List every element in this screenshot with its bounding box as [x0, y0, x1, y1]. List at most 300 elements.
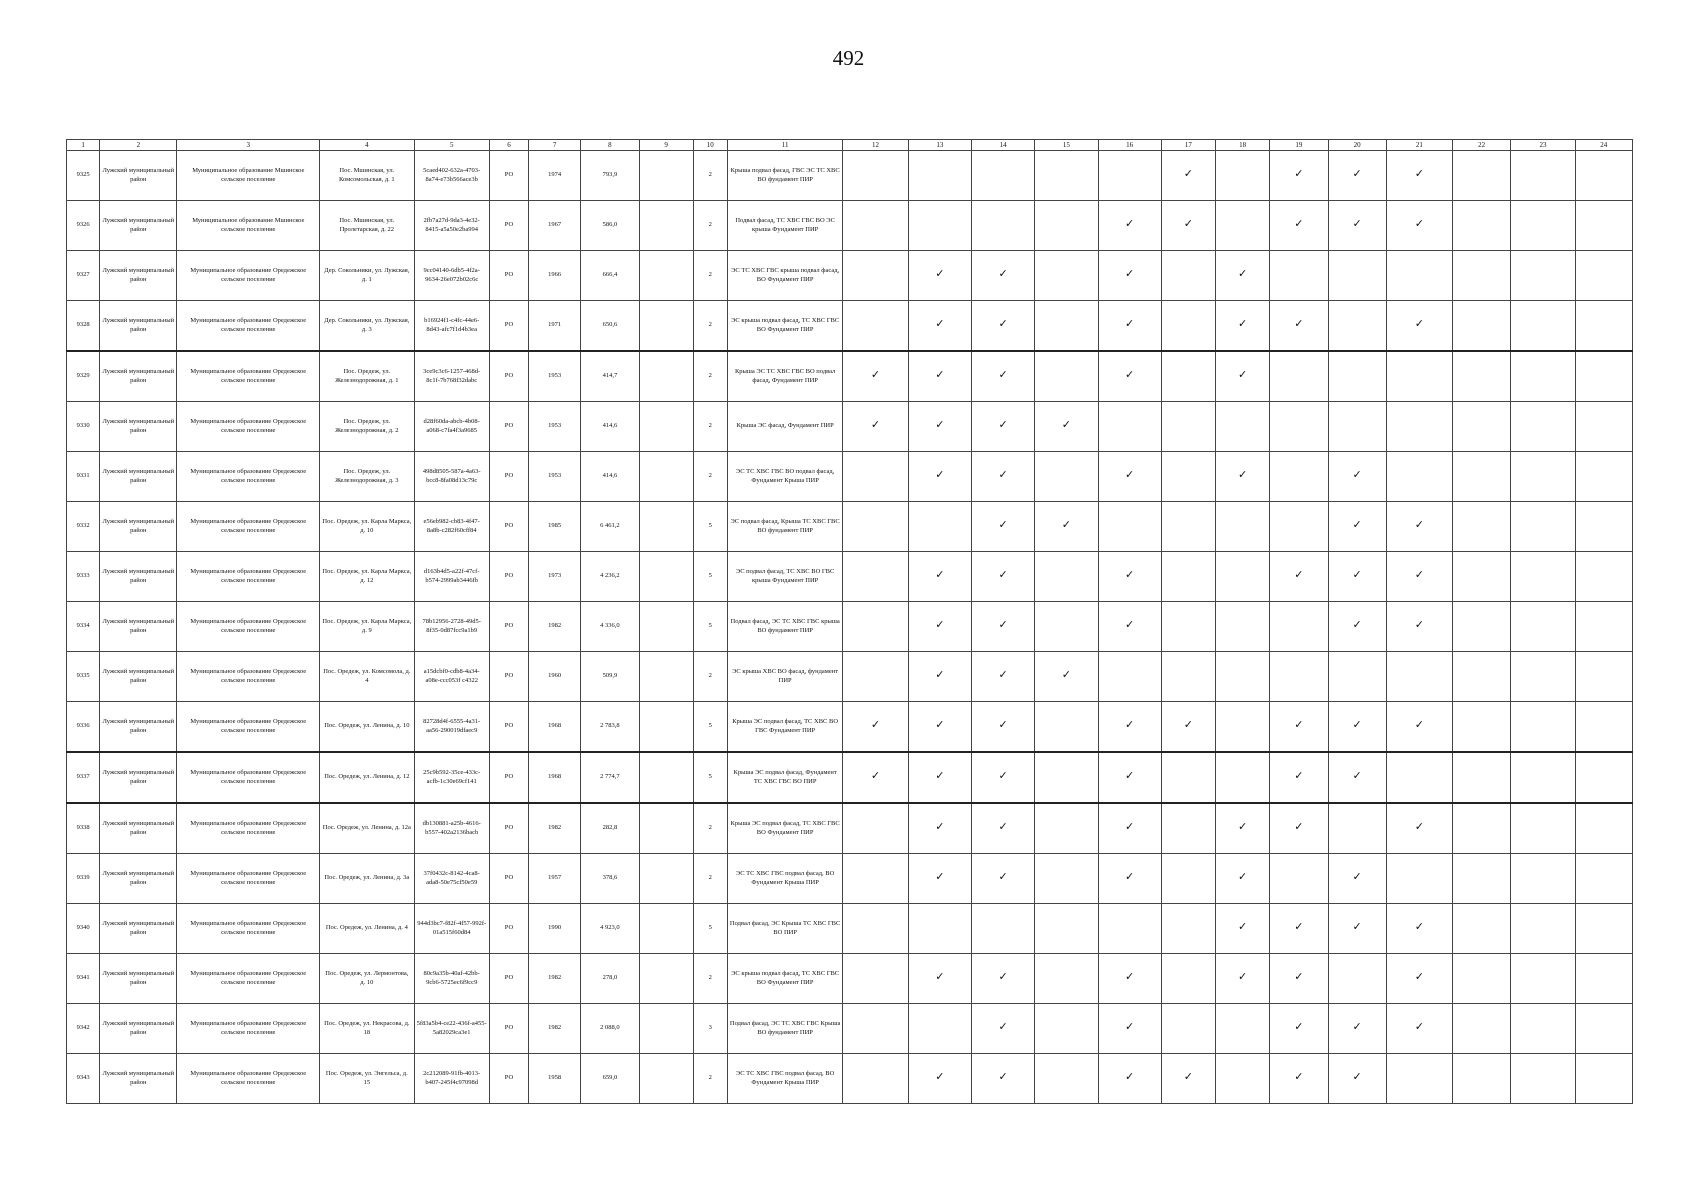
work-col-19-cell [1270, 602, 1328, 652]
floors-cell: 2 [693, 652, 727, 702]
work-col-13-cell [908, 251, 971, 301]
work-col-24-cell [1575, 904, 1632, 954]
work-col-20-cell [1328, 452, 1386, 502]
municipality-cell: Муниципальное образование Мшинское сельское поселение [177, 201, 320, 251]
work-col-21-cell [1386, 652, 1452, 702]
work-col-24-cell [1575, 402, 1632, 452]
work-col-16-cell [1098, 502, 1161, 552]
year-cell: 1985 [529, 502, 581, 552]
work-col-20-cell [1328, 602, 1386, 652]
year-cell: 1982 [529, 803, 581, 854]
checkmark-icon: ✓ [1352, 1070, 1362, 1084]
work-col-22-cell [1453, 301, 1511, 352]
work-col-16-cell [1098, 201, 1161, 251]
guid-cell: 5caed402-632a-4703-8a74-e73b566ace3b [414, 151, 489, 201]
work-col-14-cell [971, 351, 1034, 402]
work-col-18-cell [1216, 652, 1270, 702]
municipality-cell: Муниципальное образование Оредежское сельское поселение [177, 803, 320, 854]
work-col-18-cell [1216, 803, 1270, 854]
work-col-20-cell [1328, 702, 1386, 753]
work-col-16-cell [1098, 954, 1161, 1004]
work-col-19-cell [1270, 201, 1328, 251]
table-row [67, 1054, 1633, 1104]
guid-cell: a15dcbf0-cdb8-4a34-a08e-ccc053f c4322 [414, 652, 489, 702]
floors-cell: 3 [693, 1004, 727, 1054]
work-col-21-cell [1386, 151, 1452, 201]
checkmark-icon: ✓ [935, 267, 945, 281]
work-col-19-cell [1270, 803, 1328, 854]
housing-register-table [66, 139, 1633, 1104]
guid-cell: 2c212089-91fb-4013-b407-245f4c97098d [414, 1054, 489, 1104]
checkmark-icon: ✓ [935, 317, 945, 331]
guid-cell: 498d8505-587a-4a63-bcc8-8fa08d13c79c [414, 452, 489, 502]
checkmark-icon: ✓ [935, 468, 945, 482]
area-cell: 659,0 [581, 1054, 639, 1104]
column-header-22: 22 [1453, 140, 1511, 151]
checkmark-icon: ✓ [1238, 870, 1248, 884]
work-col-16-cell [1098, 1004, 1161, 1054]
work-col-24-cell [1575, 752, 1632, 803]
checkmark-icon: ✓ [870, 418, 881, 432]
col9-cell [639, 251, 693, 301]
checkmark-icon: ✓ [935, 418, 945, 432]
year-cell: 1953 [529, 452, 581, 502]
work-col-24-cell [1575, 702, 1632, 753]
work-col-12-cell [843, 954, 908, 1004]
work-col-24-cell [1575, 1054, 1632, 1104]
works-list-cell: Крыша подвал фасад, ГВС ЭС ТС ХВС ВО фундамент ПИР [727, 151, 843, 201]
column-header-10: 10 [693, 140, 727, 151]
work-col-12-cell [843, 854, 908, 904]
row-number: 9338 [67, 803, 100, 854]
table-row [67, 702, 1633, 753]
work-col-23-cell [1511, 752, 1575, 803]
work-col-13-cell [908, 752, 971, 803]
work-col-14-cell [971, 1054, 1034, 1104]
work-col-16-cell [1098, 452, 1161, 502]
area-cell: 4 923,0 [581, 904, 639, 954]
work-col-17-cell [1161, 502, 1215, 552]
district-cell: Лужский муниципальный район [100, 301, 177, 352]
work-col-16-cell [1098, 1054, 1161, 1104]
floors-cell: 5 [693, 904, 727, 954]
floors-cell: 5 [693, 602, 727, 652]
row-number: 9333 [67, 552, 100, 602]
area-cell: 509,9 [581, 652, 639, 702]
work-col-14-cell [971, 402, 1034, 452]
work-col-20-cell [1328, 402, 1386, 452]
row-number: 9334 [67, 602, 100, 652]
district-cell: Лужский муниципальный район [100, 602, 177, 652]
guid-cell: d163b4d5-a22f-47cf-b574-2999ab3446fb [414, 552, 489, 602]
municipality-cell: Муниципальное образование Оредежское сельское поселение [177, 1004, 320, 1054]
work-col-16-cell [1098, 301, 1161, 352]
work-col-13-cell [908, 452, 971, 502]
column-header-17: 17 [1161, 140, 1215, 151]
work-col-15-cell [1035, 702, 1098, 753]
work-col-22-cell [1453, 402, 1511, 452]
work-col-23-cell [1511, 502, 1575, 552]
work-col-21-cell [1386, 552, 1452, 602]
checkmark-icon: ✓ [1294, 217, 1304, 231]
checkmark-icon: ✓ [1183, 217, 1194, 231]
table-row [67, 452, 1633, 502]
address-cell: Дер. Сокольники, ул. Лужская, д. 1 [320, 251, 414, 301]
work-col-19-cell [1270, 752, 1328, 803]
checkmark-icon: ✓ [1414, 920, 1425, 934]
work-col-22-cell [1453, 803, 1511, 854]
address-cell: Пос. Оредеж, ул. Ленина, д. 4 [320, 904, 414, 954]
area-cell: 2 088,0 [581, 1004, 639, 1054]
work-col-21-cell [1386, 702, 1452, 753]
ro-cell: РО [489, 954, 528, 1004]
work-col-21-cell [1386, 1054, 1452, 1104]
checkmark-icon: ✓ [1125, 468, 1135, 482]
work-col-20-cell [1328, 502, 1386, 552]
municipality-cell: Муниципальное образование Оредежское сельское поселение [177, 351, 320, 402]
col9-cell [639, 502, 693, 552]
checkmark-icon: ✓ [1125, 618, 1135, 632]
work-col-12-cell [843, 803, 908, 854]
checkmark-icon: ✓ [1352, 870, 1362, 884]
work-col-17-cell [1161, 752, 1215, 803]
checkmark-icon: ✓ [1238, 317, 1248, 331]
area-cell: 4 336,0 [581, 602, 639, 652]
floors-cell: 2 [693, 201, 727, 251]
district-cell: Лужский муниципальный район [100, 954, 177, 1004]
work-col-16-cell [1098, 351, 1161, 402]
floors-cell: 2 [693, 251, 727, 301]
district-cell: Лужский муниципальный район [100, 854, 177, 904]
work-col-23-cell [1511, 151, 1575, 201]
work-col-18-cell [1216, 251, 1270, 301]
work-col-19-cell [1270, 351, 1328, 402]
work-col-20-cell [1328, 954, 1386, 1004]
checkmark-icon: ✓ [1183, 167, 1194, 181]
works-list-cell: Подвал фасад, ЭС ТС ХВС ГВС Крыша ВО фундамент ПИР [727, 1004, 843, 1054]
works-list-cell: Крыша ЭС ТС ХВС ГВС ВО подвал фасад, Фундамент ПИР [727, 351, 843, 402]
ro-cell: РО [489, 552, 528, 602]
table-row [67, 602, 1633, 652]
ro-cell: РО [489, 402, 528, 452]
work-col-19-cell [1270, 652, 1328, 702]
work-col-15-cell [1035, 904, 1098, 954]
work-col-17-cell [1161, 251, 1215, 301]
floors-cell: 5 [693, 702, 727, 753]
work-col-12-cell [843, 904, 908, 954]
work-col-17-cell [1161, 151, 1215, 201]
work-col-18-cell [1216, 1054, 1270, 1104]
checkmark-icon: ✓ [1125, 870, 1135, 884]
ro-cell: РО [489, 854, 528, 904]
col9-cell [639, 854, 693, 904]
municipality-cell: Муниципальное образование Оредежское сельское поселение [177, 251, 320, 301]
checkmark-icon: ✓ [1183, 718, 1194, 732]
works-list-cell: Подвал фасад, ЭС Крыша ТС ХВС ГВС ВО ПИР [727, 904, 843, 954]
table-row [67, 402, 1633, 452]
work-col-13-cell [908, 854, 971, 904]
work-col-14-cell [971, 904, 1034, 954]
area-cell: 414,6 [581, 452, 639, 502]
work-col-23-cell [1511, 1054, 1575, 1104]
floors-cell: 2 [693, 803, 727, 854]
guid-cell: b16924f1-c4fc-44e6-8d43-afc7f1d4b3ea [414, 301, 489, 352]
floors-cell: 2 [693, 954, 727, 1004]
checkmark-icon: ✓ [935, 1070, 945, 1084]
work-col-18-cell [1216, 351, 1270, 402]
column-header-3: 3 [177, 140, 320, 151]
year-cell: 1974 [529, 151, 581, 201]
work-col-19-cell [1270, 552, 1328, 602]
work-col-20-cell [1328, 201, 1386, 251]
works-list-cell: ЭС крыша подвал фасад, ТС ХВС ГВС ВО Фундамент ПИР [727, 954, 843, 1004]
work-col-13-cell [908, 502, 971, 552]
checkmark-icon: ✓ [1294, 820, 1304, 834]
checkmark-icon: ✓ [1352, 920, 1362, 934]
work-col-23-cell [1511, 452, 1575, 502]
checkmark-icon: ✓ [1061, 418, 1071, 432]
area-cell: 586,0 [581, 201, 639, 251]
checkmark-icon: ✓ [1125, 568, 1135, 582]
works-list-cell: ЭС ТС ХВС ГВС крыша подвал фасад, ВО Фундамент ПИР [727, 251, 843, 301]
work-col-21-cell [1386, 854, 1452, 904]
area-cell: 278,0 [581, 954, 639, 1004]
checkmark-icon: ✓ [1294, 167, 1304, 181]
checkmark-icon: ✓ [1294, 1020, 1304, 1034]
page-number: 492 [832, 46, 865, 70]
address-cell: Пос. Оредеж, ул. Железнодорожная, д. 1 [320, 351, 414, 402]
work-col-24-cell [1575, 602, 1632, 652]
work-col-21-cell [1386, 402, 1452, 452]
work-col-13-cell [908, 652, 971, 702]
work-col-21-cell [1386, 301, 1452, 352]
floors-cell: 2 [693, 301, 727, 352]
checkmark-icon: ✓ [998, 267, 1008, 281]
checkmark-icon: ✓ [998, 668, 1008, 682]
area-cell: 2 783,8 [581, 702, 639, 753]
work-col-23-cell [1511, 251, 1575, 301]
guid-cell: 944d3bc7-f82f-4f57-992f-01a515f60d84 [414, 904, 489, 954]
column-header-7: 7 [529, 140, 581, 151]
address-cell: Пос. Оредеж, ул. Карла Маркса, д. 10 [320, 502, 414, 552]
works-list-cell: Подвал фасад, ТС ХВС ГВС ВО ЭС крыша Фундамент ПИР [727, 201, 843, 251]
municipality-cell: Муниципальное образование Оредежское сельское поселение [177, 904, 320, 954]
column-header-6: 6 [489, 140, 528, 151]
area-cell: 414,7 [581, 351, 639, 402]
district-cell: Лужский муниципальный район [100, 904, 177, 954]
work-col-12-cell [843, 1054, 908, 1104]
year-cell: 1958 [529, 1054, 581, 1104]
ro-cell: РО [489, 752, 528, 803]
table-row [67, 151, 1633, 201]
district-cell: Лужский муниципальный район [100, 502, 177, 552]
table-row [67, 752, 1633, 803]
checkmark-icon: ✓ [1061, 518, 1071, 532]
municipality-cell: Муниципальное образование Оредежское сельское поселение [177, 452, 320, 502]
checkmark-icon: ✓ [998, 317, 1008, 331]
work-col-18-cell [1216, 752, 1270, 803]
guid-cell: e56eb982-cb83-4f47-8a8b-c282f60cff84 [414, 502, 489, 552]
work-col-23-cell [1511, 602, 1575, 652]
work-col-14-cell [971, 954, 1034, 1004]
address-cell: Пос. Оредеж, ул. Ленина, д. 3а [320, 854, 414, 904]
checkmark-icon: ✓ [1238, 820, 1248, 834]
work-col-20-cell [1328, 351, 1386, 402]
checkmark-icon: ✓ [1352, 1020, 1362, 1034]
work-col-19-cell [1270, 402, 1328, 452]
checkmark-icon: ✓ [1352, 167, 1362, 181]
work-col-21-cell [1386, 251, 1452, 301]
area-cell: 793,9 [581, 151, 639, 201]
works-list-cell: Крыша ЭС подвал фасад, Фундамент ТС ХВС ГВС ВО ПИР [727, 752, 843, 803]
work-col-20-cell [1328, 151, 1386, 201]
work-col-19-cell [1270, 151, 1328, 201]
work-col-18-cell [1216, 301, 1270, 352]
floors-cell: 5 [693, 502, 727, 552]
checkmark-icon: ✓ [1414, 970, 1425, 984]
work-col-18-cell [1216, 201, 1270, 251]
work-col-23-cell [1511, 301, 1575, 352]
floors-cell: 2 [693, 854, 727, 904]
work-col-13-cell [908, 702, 971, 753]
guid-cell: 80c9a35b-40af-42bb-9cb6-5725ec6f9cc9 [414, 954, 489, 1004]
work-col-23-cell [1511, 803, 1575, 854]
work-col-20-cell [1328, 251, 1386, 301]
checkmark-icon: ✓ [1352, 568, 1362, 582]
work-col-14-cell [971, 854, 1034, 904]
area-cell: 282,8 [581, 803, 639, 854]
work-col-16-cell [1098, 854, 1161, 904]
address-cell: Пос. Оредеж, ул. Железнодорожная, д. 2 [320, 402, 414, 452]
checkmark-icon: ✓ [998, 870, 1008, 884]
work-col-23-cell [1511, 652, 1575, 702]
works-list-cell: Крыша ЭС подвал фасад, ТС ХВС ВО ГВС Фундамент ПИР [727, 702, 843, 753]
work-col-19-cell [1270, 452, 1328, 502]
work-col-14-cell [971, 301, 1034, 352]
work-col-18-cell [1216, 702, 1270, 753]
work-col-24-cell [1575, 552, 1632, 602]
address-cell: Пос. Оредеж, ул. Ленина, д. 10 [320, 702, 414, 753]
col9-cell [639, 452, 693, 502]
checkmark-icon: ✓ [1352, 718, 1362, 732]
row-number: 9327 [67, 251, 100, 301]
col9-cell [639, 652, 693, 702]
works-list-cell: ЭС подвал фасад, Крыша ТС ХВС ГВС ВО фундамент ПИР [727, 502, 843, 552]
table-row [67, 854, 1633, 904]
work-col-16-cell [1098, 803, 1161, 854]
checkmark-icon: ✓ [1352, 468, 1362, 482]
guid-cell: 2fb7a27d-9da3-4e32-8415-a5a50e2ba994 [414, 201, 489, 251]
work-col-14-cell [971, 201, 1034, 251]
work-col-13-cell [908, 151, 971, 201]
work-col-12-cell [843, 652, 908, 702]
column-header-4: 4 [320, 140, 414, 151]
work-col-13-cell [908, 803, 971, 854]
year-cell: 1990 [529, 904, 581, 954]
floors-cell: 5 [693, 752, 727, 803]
work-col-12-cell [843, 351, 908, 402]
checkmark-icon: ✓ [1352, 769, 1362, 783]
area-cell: 650,6 [581, 301, 639, 352]
work-col-22-cell [1453, 1054, 1511, 1104]
work-col-24-cell [1575, 502, 1632, 552]
checkmark-icon: ✓ [1125, 1020, 1135, 1034]
year-cell: 1982 [529, 1004, 581, 1054]
work-col-20-cell [1328, 552, 1386, 602]
table-row [67, 301, 1633, 352]
address-cell: Пос. Оредеж, ул. Железнодорожная, д. 3 [320, 452, 414, 502]
col9-cell [639, 803, 693, 854]
work-col-13-cell [908, 402, 971, 452]
work-col-21-cell [1386, 602, 1452, 652]
year-cell: 1960 [529, 652, 581, 702]
col9-cell [639, 402, 693, 452]
work-col-20-cell [1328, 854, 1386, 904]
checkmark-icon: ✓ [998, 1020, 1008, 1034]
municipality-cell: Муниципальное образование Оредежское сельское поселение [177, 752, 320, 803]
address-cell: Пос. Оредеж, ул. Ленина, д. 12 [320, 752, 414, 803]
work-col-22-cell [1453, 452, 1511, 502]
checkmark-icon: ✓ [935, 568, 945, 582]
ro-cell: РО [489, 904, 528, 954]
work-col-15-cell [1035, 602, 1098, 652]
year-cell: 1966 [529, 251, 581, 301]
work-col-14-cell [971, 502, 1034, 552]
work-col-20-cell [1328, 1054, 1386, 1104]
municipality-cell: Муниципальное образование Оредежское сельское поселение [177, 854, 320, 904]
work-col-18-cell [1216, 904, 1270, 954]
work-col-24-cell [1575, 954, 1632, 1004]
work-col-12-cell [843, 402, 908, 452]
work-col-15-cell [1035, 301, 1098, 352]
ro-cell: РО [489, 803, 528, 854]
year-cell: 1973 [529, 552, 581, 602]
column-header-13: 13 [908, 140, 971, 151]
ro-cell: РО [489, 251, 528, 301]
address-cell: Дер. Сокольники, ул. Лужская, д. 3 [320, 301, 414, 352]
row-number: 9340 [67, 904, 100, 954]
column-header-23: 23 [1511, 140, 1575, 151]
checkmark-icon: ✓ [1125, 217, 1135, 231]
work-col-23-cell [1511, 351, 1575, 402]
column-header-21: 21 [1386, 140, 1452, 151]
year-cell: 1971 [529, 301, 581, 352]
checkmark-icon: ✓ [870, 718, 881, 732]
checkmark-icon: ✓ [998, 618, 1008, 632]
work-col-12-cell [843, 502, 908, 552]
work-col-22-cell [1453, 1004, 1511, 1054]
work-col-17-cell [1161, 904, 1215, 954]
year-cell: 1982 [529, 954, 581, 1004]
checkmark-icon: ✓ [1414, 820, 1425, 834]
work-col-19-cell [1270, 702, 1328, 753]
work-col-14-cell [971, 1004, 1034, 1054]
col9-cell [639, 904, 693, 954]
checkmark-icon: ✓ [1414, 618, 1425, 632]
work-col-22-cell [1453, 954, 1511, 1004]
district-cell: Лужский муниципальный район [100, 752, 177, 803]
guid-cell: 25c9b592-35ce-433c-acfb-1c30e69cf141 [414, 752, 489, 803]
table-row [67, 652, 1633, 702]
work-col-17-cell [1161, 954, 1215, 1004]
work-col-21-cell [1386, 904, 1452, 954]
checkmark-icon: ✓ [1238, 368, 1248, 382]
checkmark-icon: ✓ [998, 970, 1008, 984]
work-col-24-cell [1575, 452, 1632, 502]
work-col-19-cell [1270, 954, 1328, 1004]
row-number: 9331 [67, 452, 100, 502]
district-cell: Лужский муниципальный район [100, 151, 177, 201]
